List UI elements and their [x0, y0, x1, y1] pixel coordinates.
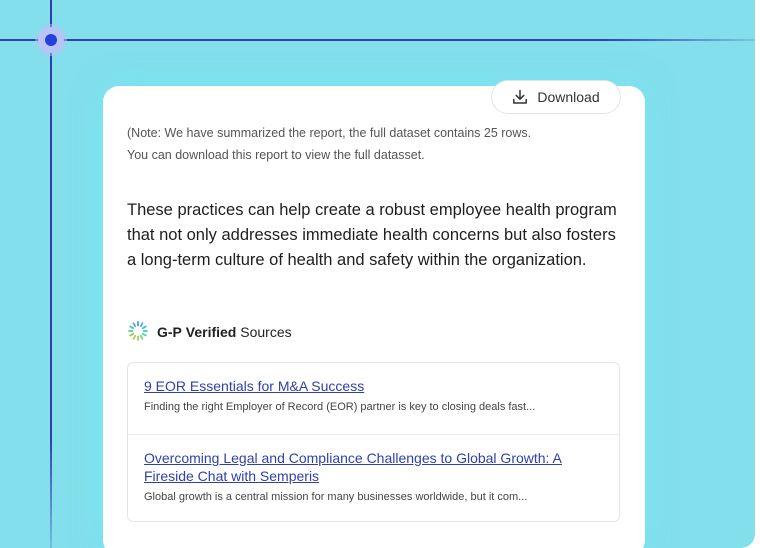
sources-label: Sources [240, 324, 292, 340]
download-label: Download [537, 89, 600, 105]
note-line-1: (Note: We have summarized the report, the full dataset contains 25 rows. [127, 126, 532, 140]
source-description: Global growth is a central mission for many businesses worldwide, but it com... [144, 491, 528, 503]
download-icon [512, 89, 528, 105]
source-description: Finding the right Employer of Record (EOR) partner is key to closing deals fast... [144, 401, 536, 413]
sources-verified: Verified [185, 324, 237, 340]
source-link[interactable]: Overcoming Legal and Compliance Challenges to Global Growth: A Fireside Chat with Semperis [144, 450, 562, 484]
sources-list [127, 362, 620, 522]
source-item [128, 363, 619, 435]
note-line-2: You can download this report to view the full datasset. [127, 148, 425, 162]
verified-sources-header [127, 320, 292, 344]
gp-logo-icon [127, 320, 149, 345]
horizontal-guide-line [0, 39, 755, 41]
sources-brand: G-P [157, 324, 182, 340]
source-link[interactable]: 9 EOR Essentials for M&A Success [144, 378, 365, 394]
chat-response-card [103, 86, 645, 548]
summary-note [127, 122, 627, 166]
download-button[interactable] [491, 80, 621, 114]
source-item [128, 435, 619, 505]
guide-node-dot [38, 27, 64, 53]
response-paragraph: These practices can help create a robust employee health program that not only addresses immediate health concerns but also fosters a long-term culture of health and safety within the organization. [127, 201, 617, 269]
vertical-guide-line [50, 0, 52, 548]
